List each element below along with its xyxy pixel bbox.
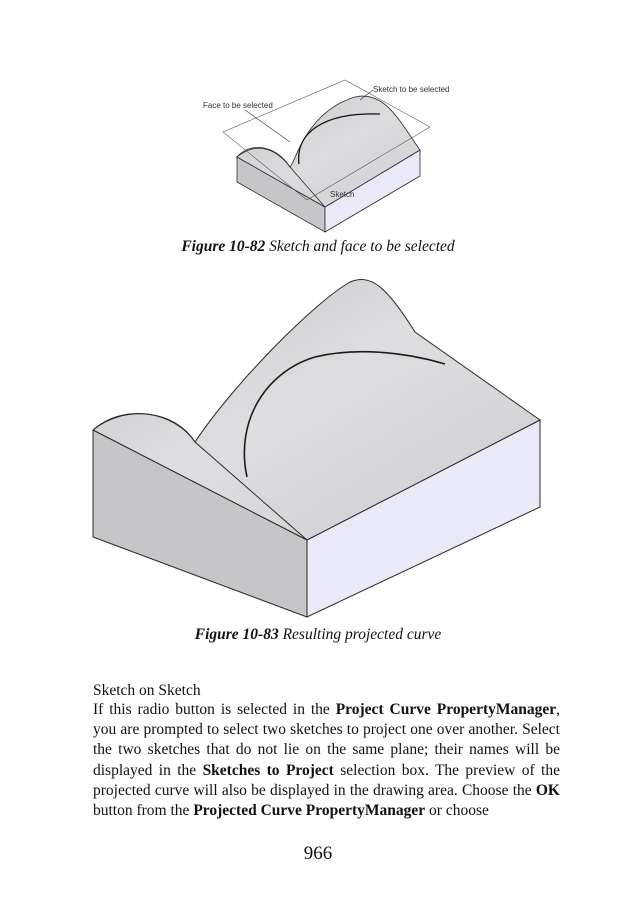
figure-10-82-image xyxy=(195,72,450,232)
para-text-2: , you are prompted to select two sketches to project one over another. Select the two sketches that do not lie on the same plane; their names will be displayed in the xyxy=(93,701,560,779)
figure-10-83-caption xyxy=(0,626,636,644)
body-paragraph xyxy=(93,700,560,821)
bold-projected-curve-propertymanager: Projected Curve PropertyManager xyxy=(193,802,426,820)
bold-project-curve-propertymanager: Project Curve PropertyManager xyxy=(335,701,557,718)
figure-10-83-image xyxy=(85,272,555,622)
figure-10-82-caption xyxy=(0,238,636,256)
para-text-5: or choose xyxy=(425,802,489,820)
figure-10-83-number: Figure 10-83 xyxy=(194,626,279,643)
figure-10-82-number: Figure 10-82 xyxy=(181,238,266,255)
bold-sketches-to-project: Sketches to Project xyxy=(202,761,334,779)
page-number: 966 xyxy=(303,843,333,864)
para-text-1: If this radio button is selected in the xyxy=(93,701,336,718)
para-text-3: selection box. The preview of the projected curve will also be displayed in the drawing area. Choose the xyxy=(93,761,560,799)
small-sketch-label: Sketch xyxy=(330,190,355,199)
sketch-label: Sketch to be selected xyxy=(373,85,450,94)
bold-ok: OK xyxy=(535,781,560,799)
para-text-4: button from the xyxy=(93,802,194,820)
section-heading: Sketch on Sketch xyxy=(93,682,201,699)
face-label: Face to be selected xyxy=(203,101,273,110)
figure-10-83-caption-text: Resulting projected curve xyxy=(278,626,442,643)
figure-10-82-caption-text: Sketch and face to be selected xyxy=(265,238,455,255)
